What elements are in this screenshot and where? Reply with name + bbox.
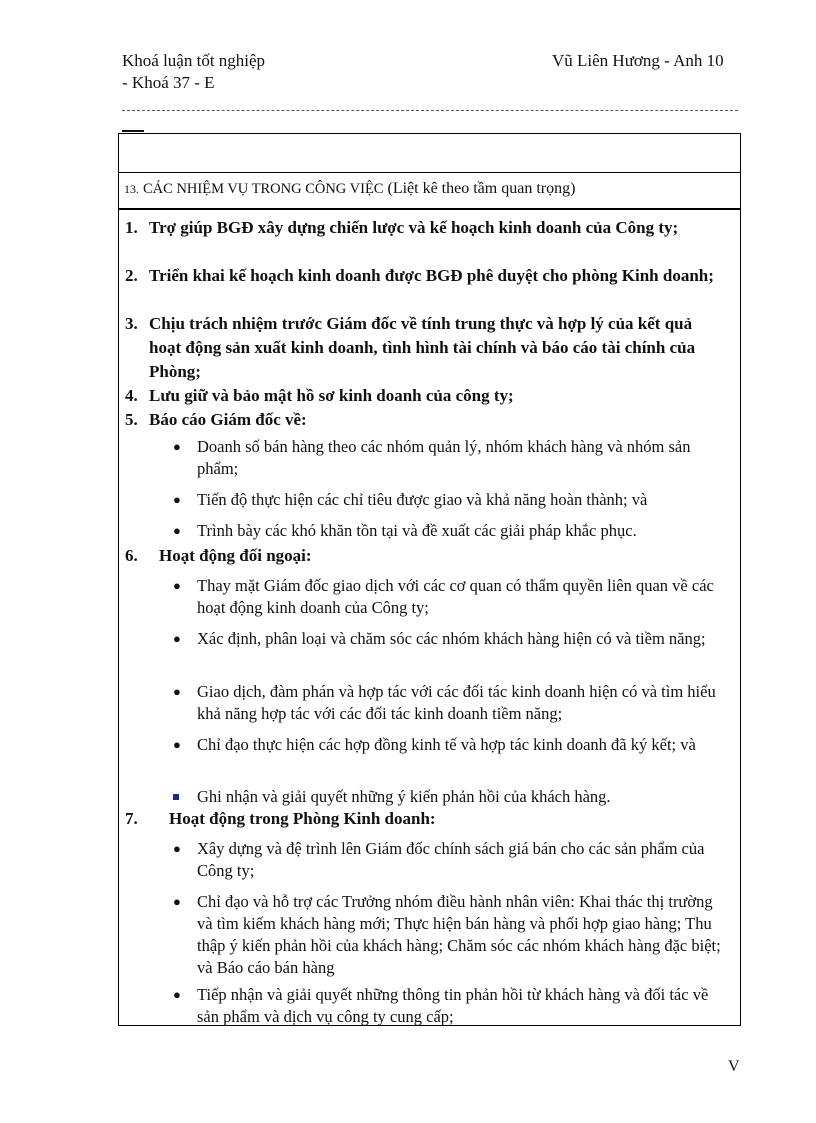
bullet-square-icon [173,794,179,800]
header-left [122,50,265,94]
header-rule [122,110,738,111]
item-number: 1. [125,218,138,237]
bullet-item [173,984,727,1028]
list-item [125,544,725,568]
item-number: 5. [125,410,138,429]
bullet-text: Chỉ đạo và hỗ trợ các Trưởng nhóm điều hành nhân viên: Khai thác thị trường và tìm kiếm khách hàng mới; Thực hiện bán hàng và phối hợp giao hàng; Thu thập ý kiến phản hồi của khách hàng; Chăm sóc các nhóm khách hàng đặc biệt; và Báo cáo bán hàng [197,892,721,977]
bullet-dot-icon: ● [173,578,181,593]
bullet-item [173,838,727,882]
list-item [125,216,725,240]
item-number: 4. [125,386,138,405]
item-text: Lưu giữ và bảo mật hồ sơ kinh doanh của công ty; [149,386,514,405]
section-title-caps: CÁC NHIỆM VỤ TRONG CÔNG VIỆC [143,181,384,197]
bullet-dot-icon: ● [173,841,181,856]
bullet-text: Xây dựng và đệ trình lên Giám đốc chính sách giá bán cho các sản phẩm của Công ty; [197,839,705,880]
bullet-dot-icon: ● [173,737,181,752]
bullet-item [173,891,727,979]
bullet-dot-icon: ● [173,631,181,646]
bullet-item [173,436,697,480]
header-tick [122,130,144,132]
empty-row [119,134,740,173]
header-thesis: Khoá luận tốt nghiệp [122,51,266,70]
bullet-item [173,681,737,725]
bullet-dot-icon: ● [173,684,181,699]
bullet-text: Tiến độ thực hiện các chỉ tiêu được giao và khả năng hoàn thành; và [197,490,648,509]
item-text: Báo cáo Giám đốc về: [149,410,307,429]
list-item [125,408,725,432]
bullet-item [173,489,737,511]
bullet-item [173,734,727,756]
list-item [125,312,725,384]
list-item [125,384,725,408]
bullet-item [173,575,727,619]
item-text: Triển khai kế hoạch kinh doanh được BGĐ phê duyệt cho phòng Kinh doanh; [149,266,714,285]
bullet-text: Doanh số bán hàng theo các nhóm quản lý, nhóm khách hàng và nhóm sản phẩm; [197,437,691,478]
bullet-text: Giao dịch, đàm phán và hợp tác với các đối tác kinh doanh hiện có và tìm hiểu khả năng hợp tác với các đối tác kinh doanh tiềm năng; [197,682,716,723]
list-item [125,264,725,288]
bullet-text: Thay mặt Giám đốc giao dịch với các cơ quan có thẩm quyền liên quan về các hoạt động kinh doanh của Công ty; [197,576,714,617]
item-number: 7. [125,809,138,828]
bullet-text: Tiếp nhận và giải quyết những thông tin phản hồi từ khách hàng và đối tác về sản phẩm và dịch vụ công ty cung cấp; [197,985,709,1026]
item-number: 6. [125,546,138,565]
bullet-item [173,628,717,650]
item-text: Hoạt động đối ngoại: [159,546,312,565]
bullet-text: Trình bày các khó khăn tồn tại và đề xuất các giải pháp khắc phục. [197,521,637,540]
item-text: Trợ giúp BGĐ xây dựng chiến lược và kế hoạch kinh doanh của Công ty; [149,218,679,237]
item-text: Chịu trách nhiệm trước Giám đốc về tính trung thực và hợp lý của kết quả hoạt động sản xuất kinh doanh, tình hình tài chính và báo cáo tài chính của Phòng; [149,314,696,381]
page-number: V [728,1058,740,1075]
bullet-dot-icon: ● [173,987,181,1002]
bullet-item [197,786,737,808]
section-title-note: (Liệt kê theo tầm quan trọng) [387,180,576,197]
bullet-item [173,520,737,542]
bullet-text: Chỉ đạo thực hiện các hợp đồng kinh tế và hợp tác kinh doanh đã ký kết; và [197,735,696,754]
duties-table [118,133,741,1026]
bullet-dot-icon: ● [173,894,181,909]
bullet-text: Xác định, phân loại và chăm sóc các nhóm khách hàng hiện có và tiềm năng; [197,629,706,648]
list-item [125,807,725,831]
section-title [124,180,575,198]
item-number: 3. [125,314,138,333]
header-author: Vũ Liên Hương - Anh 10 [552,51,724,70]
bullet-text: Ghi nhận và giải quyết những ý kiến phản hồi của khách hàng. [197,787,611,806]
section-number: 13. [124,182,139,196]
header-course: - Khoá 37 - E [122,73,215,92]
bullet-dot-icon: ● [173,492,181,507]
bullet-dot-icon: ● [173,523,181,538]
item-text: Hoạt động trong Phòng Kinh doanh: [169,809,436,828]
section-title-row [119,172,740,210]
item-number: 2. [125,266,138,285]
bullet-dot-icon: ● [173,439,181,454]
